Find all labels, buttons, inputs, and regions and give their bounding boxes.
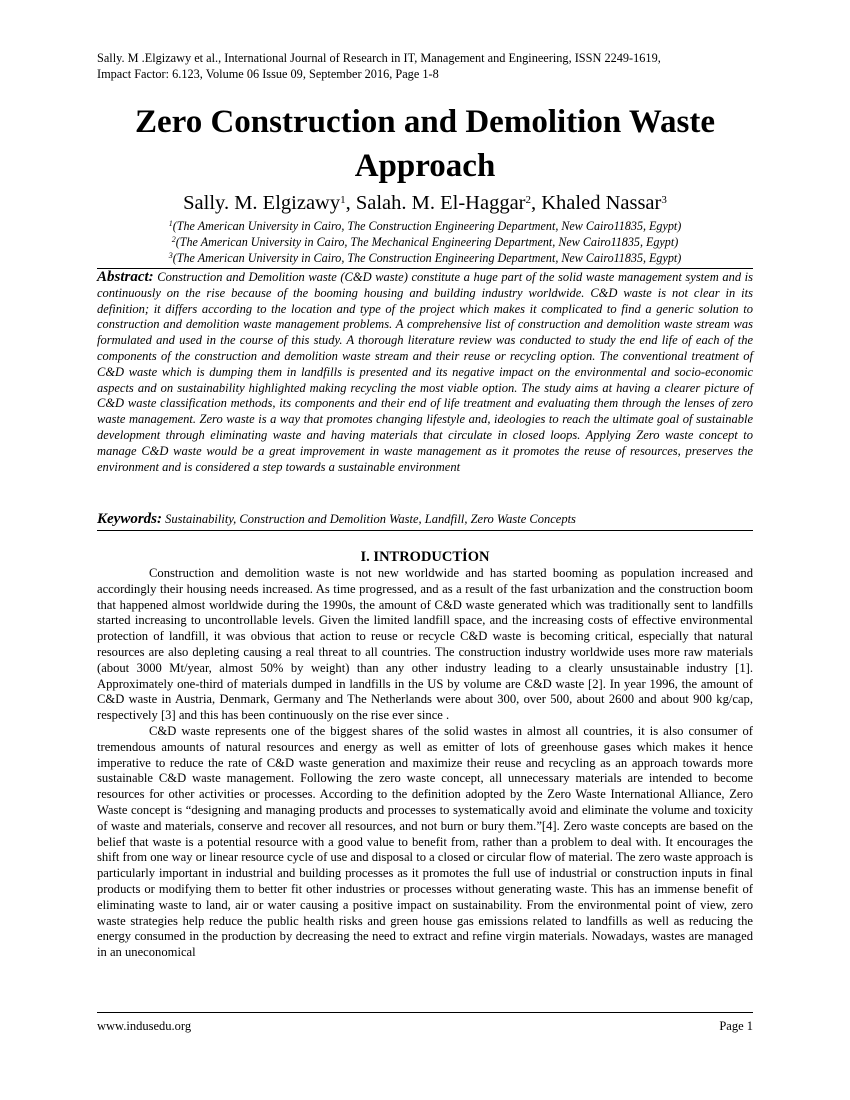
body-paragraph: Construction and demolition waste is not new worldwide and has started booming as population increased and accordingly their housing needs increased. As time progressed, and as a result of the fast urbanization and the construction boom that happened almost worldwide during the 1990s, the amount of C&D waste generated which was traditionally sent to landfills started increasing to uncontrollable levels. Given the limited landfill space, and the increasing costs of effective environmental protection of landfill, it was obvious that action to reuse or recycle C&D waste is becoming critical, especially that natural resources are also depleting causing a real threat to all countries. The construction industry worldwide uses more raw materials (about 3000 Mt/year, almost 50% by weight) than any other industry leading to a clearly unsustainable industry [1]. Approximately one-third of materials dumped in landfills in the US by volume are C&D waste [2]. In year 1996, the amount of C&D waste in Austria, Denmark, Germany and The Netherlands were about 300, over 500, about 2600 and about 900 kg/cap, respectively [3] and this has been continuously on the rise ever since . (97, 566, 753, 723)
author-list (97, 190, 753, 216)
abstract-text: Construction and Demolition waste (C&D waste) constitute a huge part of the solid waste management system and is continuously on the rise because of the booming housing and building industry worldwide. C&D waste is not clear in its definition; it differs according to the location and type of the project which makes it complicated to find a generic solution to construction and demolition waste management problems. A comprehensive list of construction and demolition waste stream was formulated and used in the course of this study. A thorough literature review was conducted to study the end life of each of the components of the construction and demolition waste stream and their reuse or recycling option. The conventional treatment of C&D waste which is dumping them in landfills is presented and its negative impact on the environmental and socio-economic aspects and on sustainability highlighted making recycling the most viable option. The study aims at having a clearer picture of C&D waste classification methods, its components and their end of life treatment and evaluating them through the lenses of zero waste management. Zero waste is a way that promotes changing lifestyle and, ideologies to reach the ultimate goal of sustainable development through eliminating waste and having materials that circulate in closed loops. Applying Zero waste concept to manage C&D waste would be a great improvement in waste management as it promotes the reuse of resources, preserves the environment and is considered a step towards a sustainable environment (97, 270, 754, 474)
affiliation-list (97, 218, 753, 266)
author-separator: , (345, 192, 356, 214)
abstract-label: Abstract: (97, 269, 154, 285)
running-header-line-1: Sally. M .Elgizawy et al., International Journal of Research in IT, Management and Engineering, ISSN 2249-1619, (97, 51, 661, 65)
keywords (97, 511, 753, 528)
affiliation-text: (The American University in Cairo, The Construction Engineering Department, New Cairo11835, Egypt) (172, 219, 682, 233)
keywords-bottom-rule (97, 530, 753, 531)
author-name: Sally. M. Elgizawy (183, 192, 341, 214)
paper-title-line-2: Approach (354, 148, 496, 184)
abstract-top-rule (97, 268, 753, 269)
affiliation-text: (The American University in Cairo, The Mechanical Engineering Department, New Cairo11835, Egypt) (175, 235, 679, 249)
affiliation-mark: 2 (171, 235, 176, 244)
author-separator: , (531, 192, 542, 214)
author-affiliation-mark: 2 (525, 194, 531, 206)
affiliation-line (97, 250, 753, 266)
running-header (97, 50, 753, 82)
affiliation-line (97, 218, 753, 234)
running-header-line-2: Impact Factor: 6.123, Volume 06 Issue 09, September 2016, Page 1-8 (97, 67, 439, 81)
author-affiliation-mark: 1 (340, 194, 346, 206)
author-name: Salah. M. El-Haggar (355, 192, 526, 214)
keywords-text: Sustainability, Construction and Demolition Waste, Landfill, Zero Waste Concepts (165, 512, 576, 526)
author-name: Khaled Nassar (541, 192, 662, 214)
affiliation-mark: 1 (168, 219, 173, 228)
footer-rule (97, 1012, 753, 1013)
paper-page (97, 0, 753, 1100)
keywords-label: Keywords: (97, 511, 162, 527)
paper-title (97, 100, 753, 188)
affiliation-mark: 3 (168, 251, 173, 260)
body-text (97, 566, 753, 961)
paper-title-line-1: Zero Construction and Demolition Waste (135, 104, 715, 140)
body-paragraph: C&D waste represents one of the biggest shares of the solid wastes in almost all countries, it is also consumer of tremendous amounts of natural resources and energy as well as emitter of lots of greenhouse gases which makes it hence imperative to reduce the rate of C&D waste generation and maximize their reuse and recycling as an approach towards more sustainable C&D waste management. Following the zero waste concept, all unnecessary materials are intended to become resources for other activities or processes. According to the definition adopted by the Zero Waste International Alliance, Zero Waste concept is “designing and managing products and processes to systematically avoid and eliminate the volume and toxicity of waste and materials, conserve and recover all resources, and not burn or bury them.”[4]. Zero waste concepts are based on the belief that waste is a potential resource with a good value to benefit from, rather than a problem to deal with. It encourages the shift from one way or linear resource cycle of use and disposal to a closed or circular flow of material. The zero waste approach is particularly important in industrial and building processes as it promotes the full use of industrial or construction inputs in final products or modifying them to better fit other industries or processes without generating waste. This has an immense benefit of eliminating waste to land, air or water causing a positive impact on sustainability. From the environmental point of view, zero waste strategies help reduce the public health risks and green house gas emissions related to landfills as well as reducing the energy consumed in the production by decreasing the need to extract and refine virgin materials. Nowadays, wastes are managed in an uneconomical (97, 723, 753, 960)
affiliation-line (97, 234, 753, 250)
abstract (97, 270, 753, 475)
author-affiliation-mark: 3 (661, 194, 667, 206)
footer-website: www.indusedu.org (97, 1019, 192, 1033)
affiliation-text: (The American University in Cairo, The Construction Engineering Department, New Cairo11835, Egypt) (172, 251, 682, 265)
section-heading-introduction: I. INTRODUCTİON (360, 549, 490, 565)
footer-page-number: Page 1 (719, 1019, 753, 1033)
